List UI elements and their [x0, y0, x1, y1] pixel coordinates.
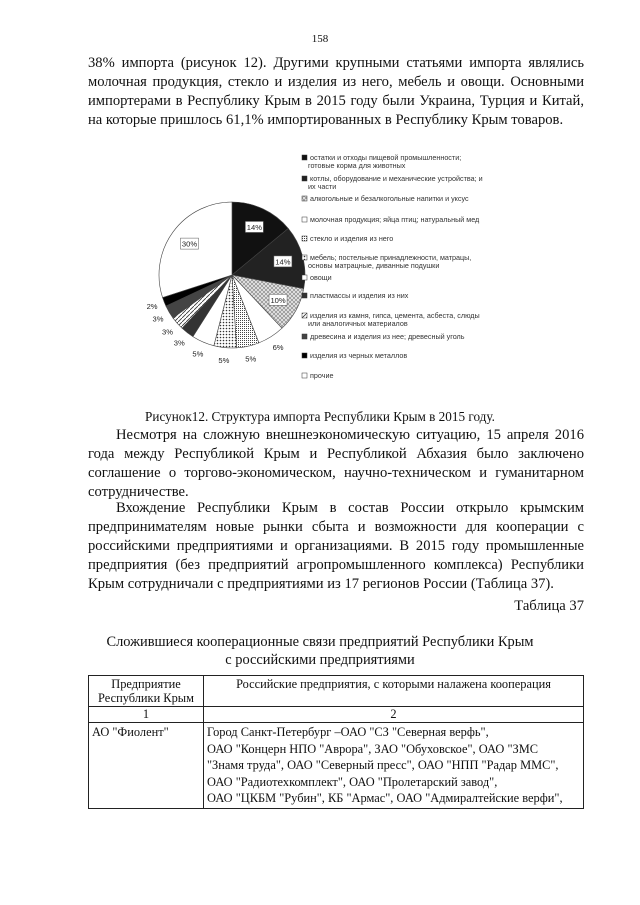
cooperation-table: [88, 675, 584, 809]
legend-swatch: [302, 334, 307, 339]
figure-caption: Рисунок12. Структура импорта Республики Крым в 2015 году.: [145, 409, 495, 424]
slice-label: 3%: [152, 314, 164, 324]
legend-swatch: [302, 236, 307, 241]
legend-entry: изделия из черных металлов: [310, 351, 408, 360]
legend-entry: алкогольные и безалкогольные напитки и уксус: [310, 194, 469, 203]
slice-label: 5%: [218, 356, 230, 366]
import-structure-pie-chart: [146, 150, 550, 400]
legend-swatch: [302, 353, 307, 358]
col2-number: 2: [204, 707, 584, 723]
paragraph-abkhazia-agreement: Несмотря на сложную внешнеэкономическую ситуацию, 15 апреля 2016 года между Республикой Крым и Республикой Абхазия было заключено соглашение о торгово-экономическом, научно-техническом и гуманитарном сотрудничестве.: [88, 427, 584, 500]
partners-line: Город Санкт-Петербург –ОАО "СЗ "Северная верфь",: [207, 725, 489, 739]
partners-line: ОАО "Радиотехкомплект", ОАО "Пролетарский завод",: [207, 774, 498, 789]
table-title-line-2: с российскими предприятиями: [225, 652, 415, 668]
legend-swatch: [302, 255, 307, 260]
legend-entry: стекло и изделия из него: [310, 234, 394, 243]
legend-entry: изделия из камня, гипса, цемента, асбеста, слюды или аналогичных материалов: [308, 311, 480, 328]
col2-header: Российские предприятия, с которыми налажена кооперация: [204, 676, 584, 707]
legend-swatch: [302, 293, 307, 298]
slice-label: 5%: [245, 354, 257, 364]
legend-entry: котлы, оборудование и механические устройства; и их части: [308, 174, 483, 191]
partners-line: ОАО "ЦКБМ "Рубин", КБ "Армас", ОАО "Адмиралтейские верфи",: [207, 791, 563, 805]
slice-label: 3%: [173, 338, 185, 348]
legend-entry: древесина и изделия из нее; древесный уголь: [310, 332, 465, 341]
table-title-line-1: Сложившиеся кооперационные связи предприятий Республики Крым: [106, 634, 534, 650]
legend-swatch: [302, 155, 307, 160]
table-row: [89, 723, 584, 809]
legend-swatch: [302, 313, 307, 318]
table-number-row: [89, 707, 584, 723]
legend-entry: прочие: [310, 371, 334, 380]
paragraph-import-structure: 38% импорта (рисунок 12). Другими крупными статьями импорта являлись молочная продукция, стекло и изделия из него, мебель и овощи. Основными импортерами в Республику Крым в 2015 году были Украина, Турция и Китай, на которые пришлось 61,1% импортированных в Республику Крым товаров.: [88, 55, 584, 128]
legend-entry: овощи: [310, 273, 332, 282]
slice-label: 30%: [181, 239, 198, 249]
slice-label: 14%: [246, 222, 262, 232]
col1-header: Предприятие Республики Крым: [89, 676, 204, 707]
legend-entry: молочная продукция; яйца птиц; натуральный мед: [310, 215, 480, 224]
legend-entry: мебель; постельные принадлежности, матрацы, основы матрацные, диванные подушки: [308, 253, 472, 270]
slice-label: 2%: [146, 302, 158, 312]
paragraph-russian-cooperation: Вхождение Республики Крым в состав России открыло крымским предпринимателям новые рынки сбыта и возможности для кооперации с российскими предприятиями и организациями. В 2015 году промышленные предприятия (без предприятий агропромышленного комплекса) Республики Крым сотрудничали с предприятиями из 17 регионов России (Таблица 37).: [88, 500, 584, 592]
partners-line: "Знамя труда", ОАО "Северный пресс", ОАО "НПП "Радар ММС",: [207, 758, 559, 772]
slice-label: 14%: [275, 257, 291, 267]
page-number: 158: [311, 33, 329, 45]
legend-swatch: [302, 275, 307, 280]
col1-number: 1: [89, 707, 204, 723]
partners-cell: [204, 723, 584, 809]
legend-swatch: [302, 217, 307, 222]
legend-entry: остатки и отходы пищевой промышленности; готовые корма для животных: [308, 153, 462, 170]
legend-swatch: [302, 196, 307, 201]
legend-entry: пластмассы и изделия из них: [310, 291, 409, 300]
partners-line: ОАО "Концерн НПО "Аврора", ЗАО "Обуховское", ОАО "ЗМС: [207, 741, 538, 756]
enterprise-cell: АО "Фиолент": [89, 723, 204, 809]
table-label: Таблица 37: [514, 598, 584, 614]
slice-label: 3%: [161, 327, 173, 337]
legend-swatch: [302, 373, 307, 378]
slice-label: 5%: [192, 349, 204, 359]
table-title: [0, 633, 640, 669]
legend-swatch: [302, 176, 307, 181]
table-header-row: [89, 676, 584, 707]
slice-label: 10%: [270, 295, 286, 305]
slice-label: 6%: [272, 343, 284, 353]
